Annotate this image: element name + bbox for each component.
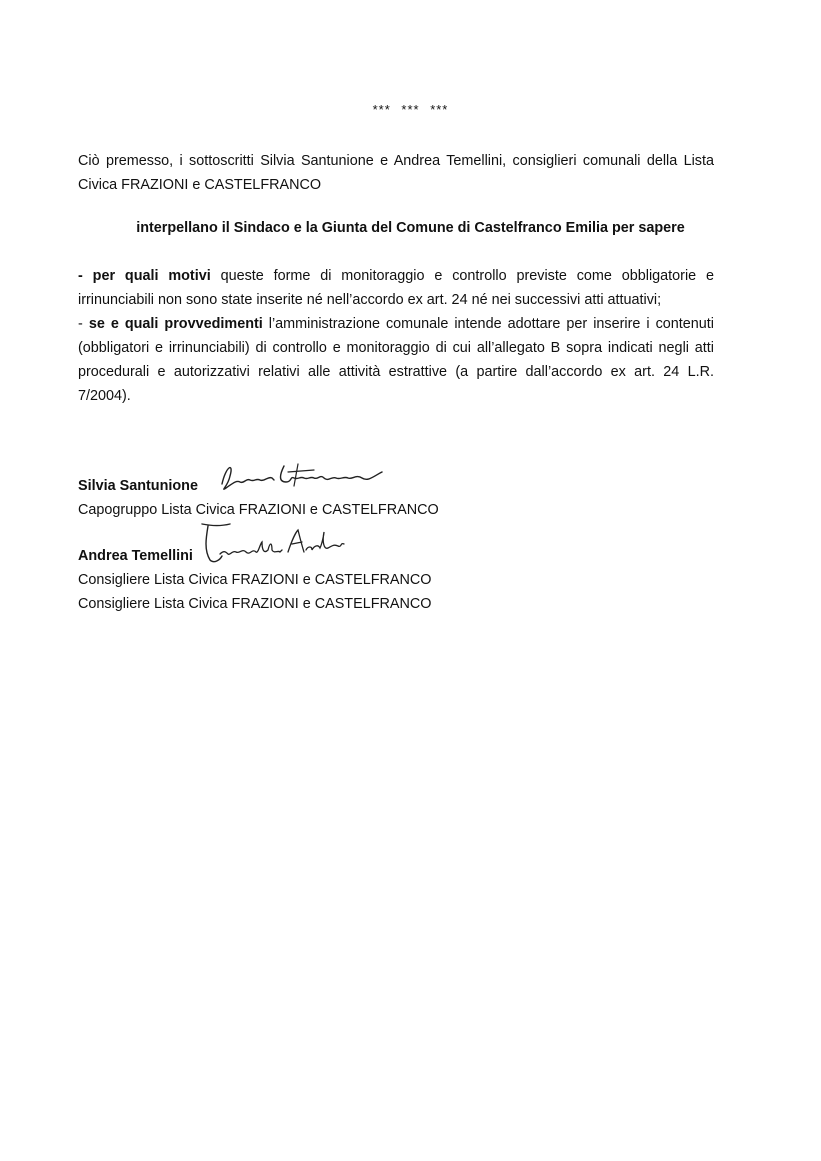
signatory-name: Andrea Temellini <box>78 548 193 564</box>
questions-list <box>78 264 714 408</box>
question-prefix: - <box>78 268 93 284</box>
signature-santunione <box>214 456 390 496</box>
signatory-role: Consigliere Lista Civica FRAZIONI e CASTELFRANCO <box>78 596 432 612</box>
question-item <box>78 264 714 312</box>
intro-paragraph: Ciò premesso, i sottoscritti Silvia Santunione e Andrea Temellini, consiglieri comunali della Lista Civica FRAZIONI e CASTELFRANCO <box>78 153 714 193</box>
signatory-name: Silvia Santunione <box>78 478 198 494</box>
question-prefix: - <box>78 316 89 332</box>
question-text: queste forme di monitoraggio e controllo previste come obbligatorie e irrinunciabili non sono state inserite né nell’accordo ex art. 24 né nei successivi atti attuativi; <box>78 268 714 308</box>
question-bold: per quali motivi <box>92 268 211 284</box>
signature-temellini <box>196 520 346 566</box>
question-text: l’amministrazione comunale intende adottare per inserire i contenuti (obbligatori e irrinunciabili) di controllo e monitoraggio di cui all’allegato B sopra indicati negli atti procedurali e autorizzativi relativi alle attività estrattive (a partire dall’accordo ex art. 24 L.R. 7/2004). <box>78 316 714 404</box>
question-item <box>78 312 714 408</box>
action-statement: interpellano il Sindaco e la Giunta del Comune di Castelfranco Emilia per sapere <box>136 220 685 236</box>
question-bold: se e quali provvedimenti <box>88 316 263 332</box>
signatory-role: Consigliere Lista Civica FRAZIONI e CASTELFRANCO <box>78 572 432 588</box>
signatory-role: Capogruppo Lista Civica FRAZIONI e CASTELFRANCO <box>78 502 439 518</box>
section-separator: *** *** *** <box>372 102 449 117</box>
